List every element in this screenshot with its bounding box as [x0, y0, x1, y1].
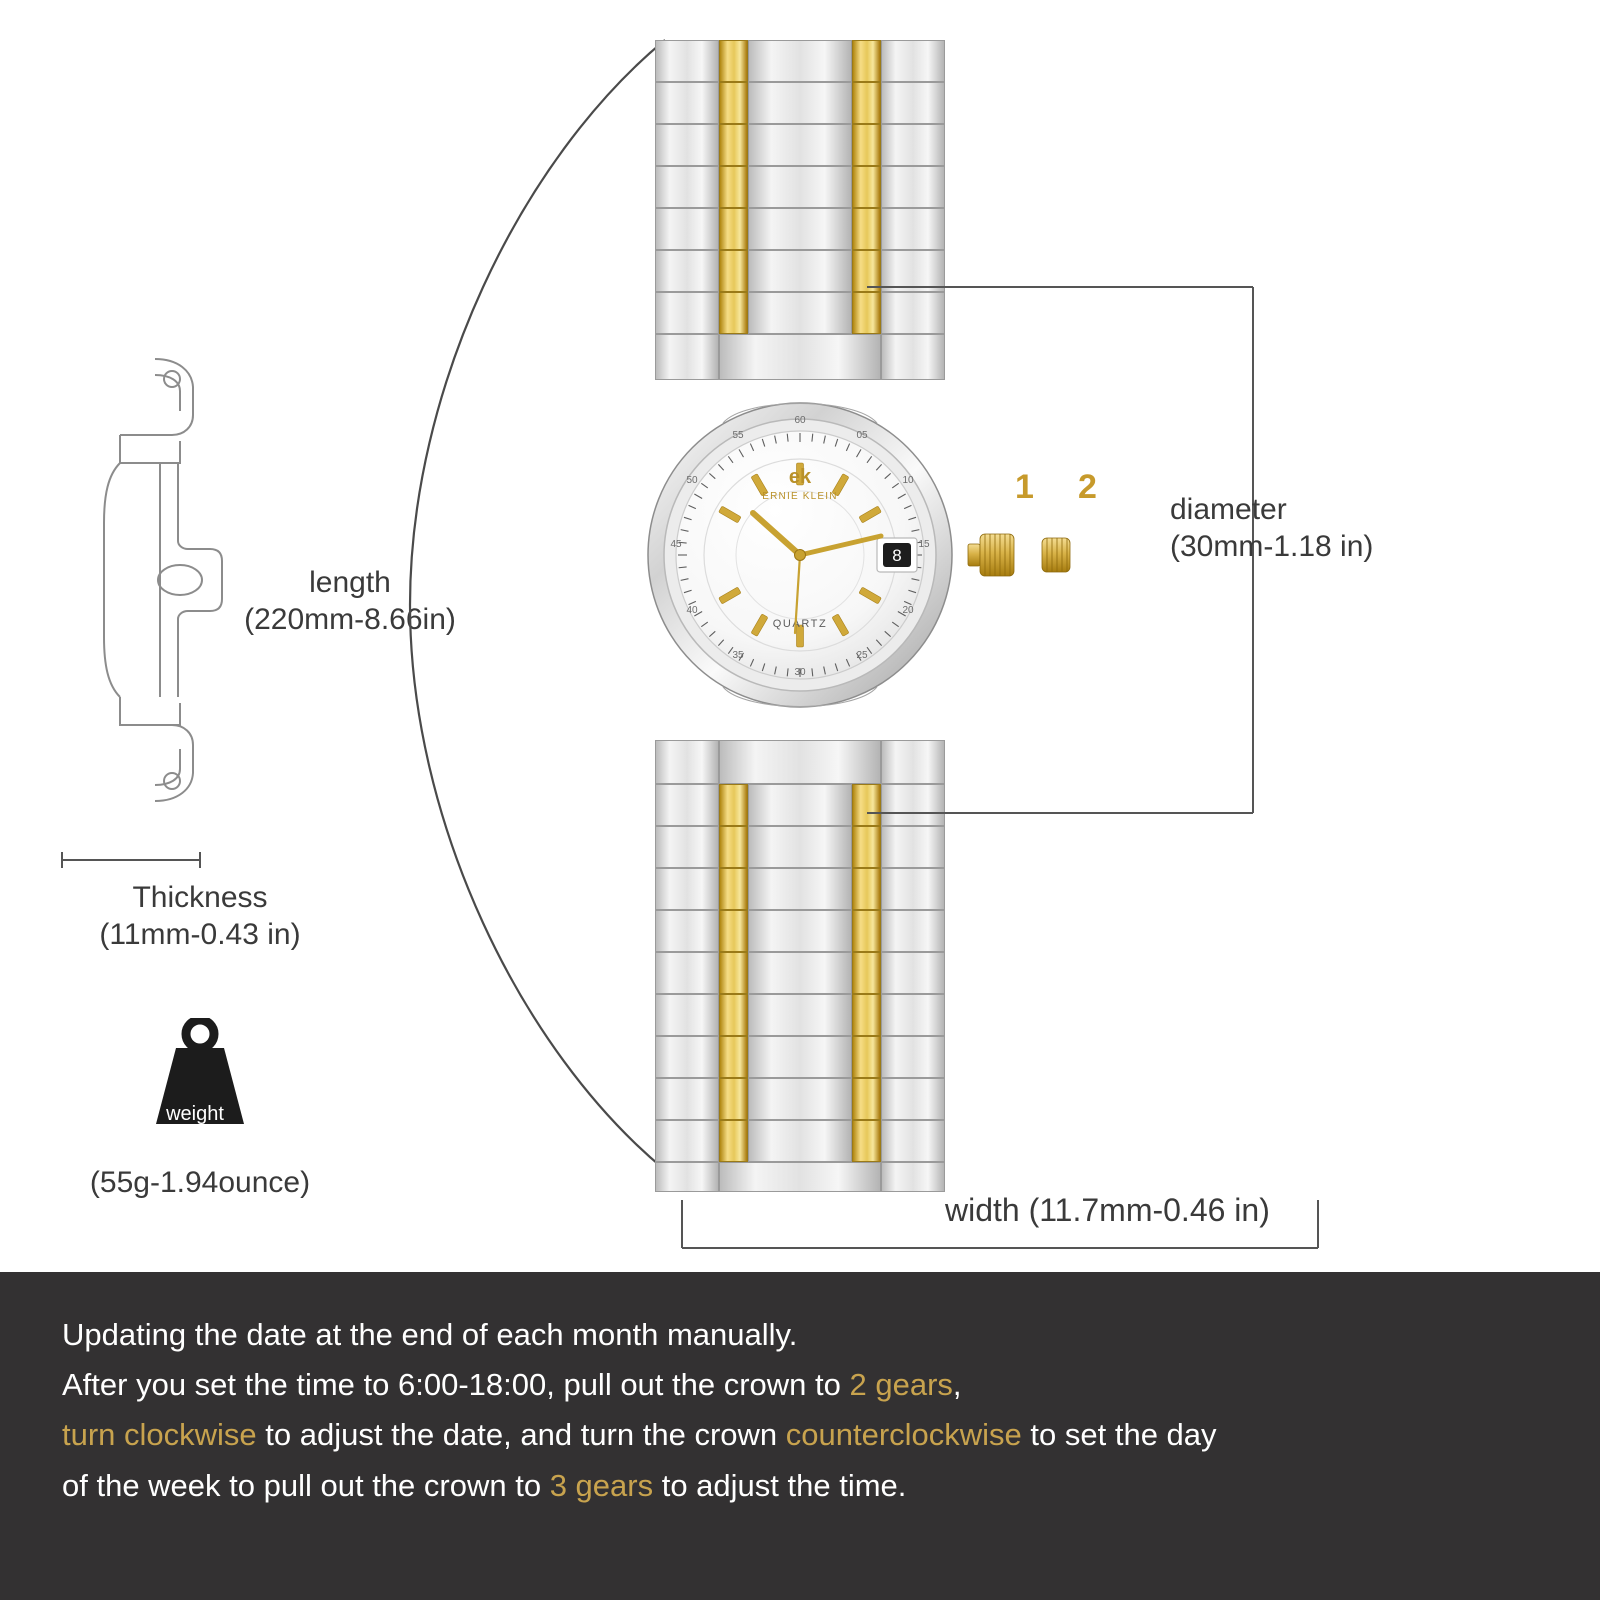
- weight-value-text: (55g-1.94ounce): [89, 1166, 311, 1199]
- instruction-line-3-highlight-2: counterclockwise: [785, 1417, 1022, 1453]
- diameter-value-text: (30mm-1.18 in): [1170, 529, 1374, 563]
- weight-icon-label: weight: [166, 1103, 224, 1125]
- thickness-dimension-bracket: [60, 852, 202, 866]
- thickness-label: [40, 880, 360, 953]
- brand-mark: ek: [788, 466, 812, 488]
- diameter-label-text: diameter: [1170, 493, 1287, 526]
- diameter-label: [1170, 492, 1570, 565]
- length-label-text: length: [309, 566, 391, 599]
- instruction-line-4-highlight: 3 gears: [549, 1467, 654, 1503]
- instructions-panel: [0, 1272, 1600, 1600]
- date-value: 8: [892, 546, 902, 565]
- svg-text:20: 20: [902, 605, 914, 616]
- instruction-line-4: [62, 1461, 1600, 1511]
- instruction-line-4-part-b: to adjust the time.: [653, 1467, 907, 1503]
- svg-text:35: 35: [732, 650, 744, 661]
- thickness-label-text: Thickness: [132, 881, 268, 914]
- instruction-line-1: Updating the date at the end of each month manually.: [62, 1317, 798, 1352]
- movement-text: QUARTZ: [772, 618, 828, 630]
- instruction-line-3: [62, 1410, 1600, 1460]
- thickness-value-text: (11mm-0.43 in): [99, 917, 301, 951]
- svg-text:40: 40: [686, 605, 698, 616]
- svg-text:25: 25: [856, 650, 868, 661]
- instruction-line-2-highlight: 2 gears: [849, 1367, 953, 1403]
- instruction-line-2: [62, 1360, 1600, 1410]
- crown-position-1-label: 1: [1015, 468, 1034, 506]
- svg-text:45: 45: [670, 539, 682, 550]
- instruction-line-4-part-a: of the week to pull out the crown to: [62, 1467, 550, 1503]
- svg-text:05: 05: [856, 430, 868, 441]
- instruction-line-2-part-a: After you set the time to 6:00-18:00, pull out the crown to: [62, 1367, 850, 1403]
- instruction-line-2-part-b: ,: [952, 1367, 962, 1403]
- crown-position-2-label: 2: [1078, 468, 1097, 506]
- length-value-text: (220mm-8.66in): [244, 602, 456, 636]
- svg-text:10: 10: [902, 475, 914, 486]
- brand-name: ERNIE KLEIN: [762, 491, 838, 502]
- svg-text:15: 15: [918, 539, 930, 550]
- width-label: width (11.7mm-0.46 in): [945, 1192, 1270, 1228]
- svg-text:30: 30: [794, 667, 806, 678]
- svg-text:60: 60: [794, 415, 806, 426]
- svg-text:55: 55: [732, 430, 744, 441]
- svg-text:50: 50: [686, 475, 698, 486]
- instruction-line-3-part-b: to set the day: [1021, 1417, 1217, 1453]
- instruction-line-3-part-a: to adjust the date, and turn the crown: [256, 1417, 786, 1453]
- instruction-line-3-highlight-1: turn clockwise: [62, 1417, 257, 1453]
